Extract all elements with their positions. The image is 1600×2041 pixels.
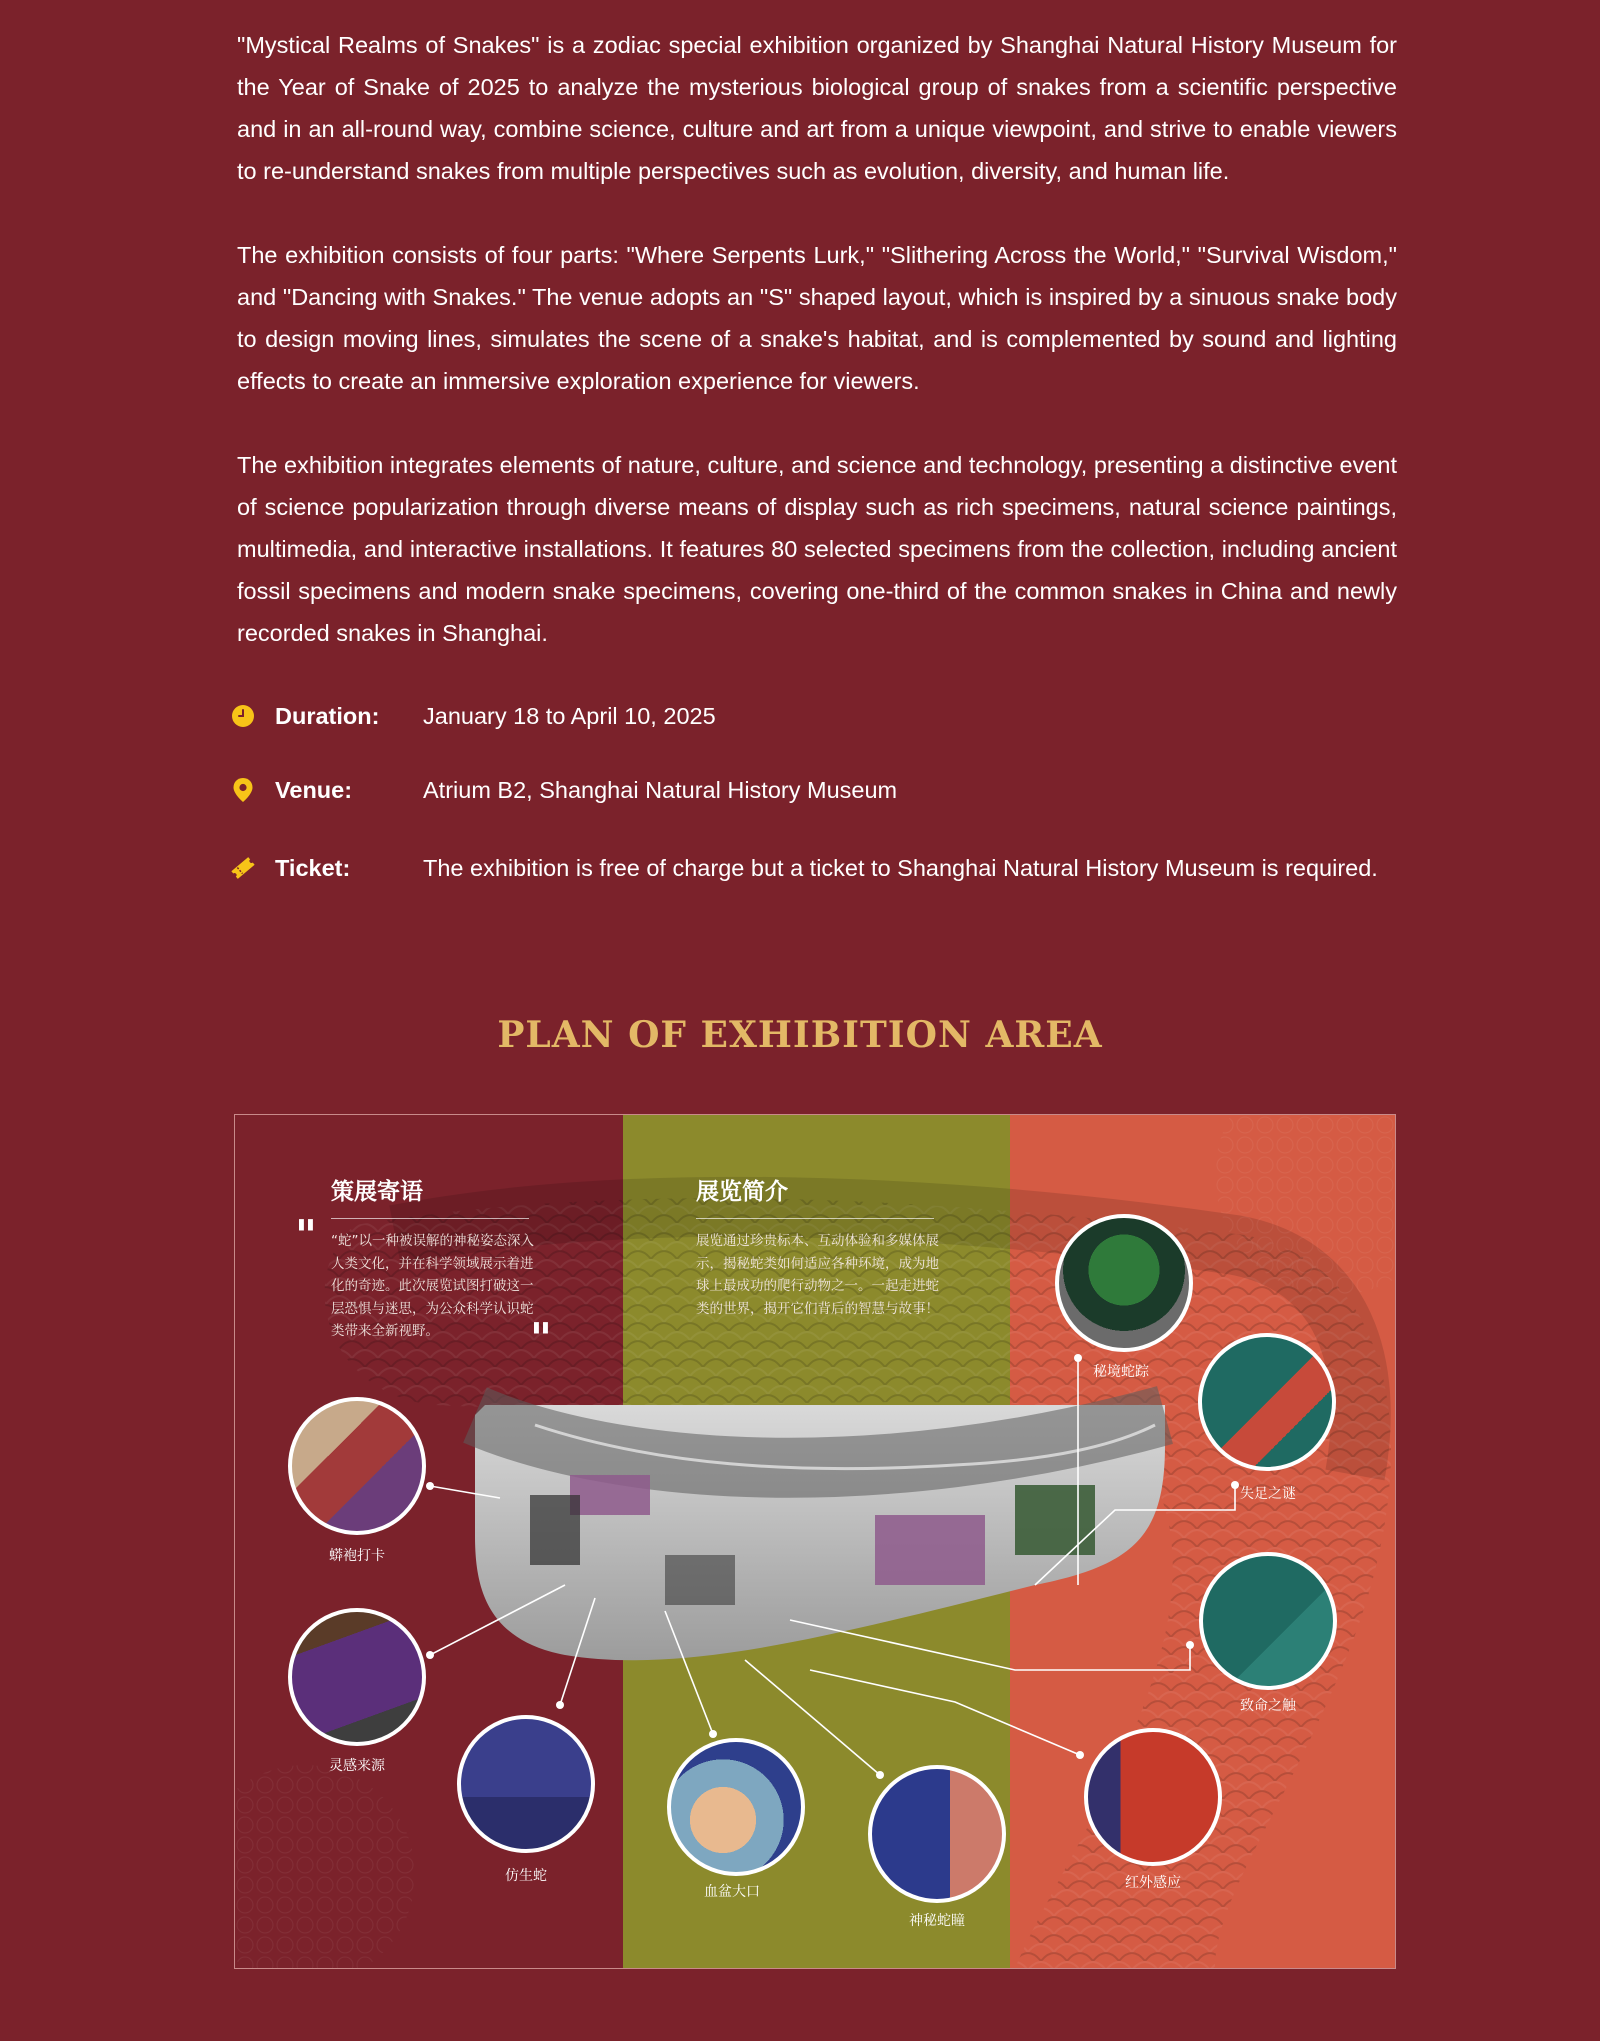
spot-photo-deadly-touch: [1199, 1552, 1337, 1690]
clock-icon: [230, 703, 256, 729]
duration-row: [230, 696, 1430, 736]
spot-caption-mangpao: 蟒袍打卡: [329, 1548, 385, 1564]
curator-divider: [331, 1218, 529, 1219]
duration-value: January 18 to April 10, 2025: [423, 702, 716, 729]
spot-caption-deadly-touch: 致命之触: [1240, 1698, 1296, 1714]
intro-paragraph-3: The exhibition integrates elements of nature, culture, and science and technology, presenting a distinctive event of science popularization through diverse means of display such as rich specimens, natural science paintings, multimedia, and interactive installations. It features 80 selected specimens from the collection, including ancient fossil specimens and modern snake specimens, covering one-third of the common snakes in China and newly recorded snakes in Shanghai.: [237, 452, 1397, 646]
intro-panel-text: 展览通过珍贵标本、互动体验和多媒体展示，揭秘蛇类如何适应各种环境，成为地球上最成功的爬行动物之一。一起走进蛇类的世界，揭开它们背后的智慧与故事！: [696, 1233, 939, 1317]
ticket-row: [230, 848, 1430, 888]
svg-text:": ": [530, 1314, 552, 1363]
curator-text: “蛇”以一种被误解的神秘姿态深入人类文化，并在科学领域展示着进化的奇迹。此次展览试图打破这一层恐惧与迷思，为公众科学认识蛇类带来全新视野。: [331, 1233, 534, 1339]
location-pin-icon: [230, 777, 256, 803]
venue-value: Atrium B2, Shanghai Natural History Museum: [423, 776, 898, 803]
intro-panel-divider: [696, 1218, 934, 1219]
spot-caption-footless: 失足之谜: [1240, 1486, 1296, 1502]
svg-text:": ": [295, 1211, 317, 1260]
spot-caption-inspiration: 灵感来源: [329, 1758, 385, 1774]
exhibition-plan-map: [234, 1114, 1396, 1969]
spot-photo-snake-eyes: [868, 1765, 1006, 1903]
venue-row: [230, 770, 1430, 810]
spot-caption-snake-eyes: 神秘蛇瞳: [909, 1913, 965, 1929]
spot-photo-inspiration: [288, 1608, 426, 1746]
spot-caption-infrared: 红外感应: [1125, 1875, 1181, 1891]
spot-photo-footless: [1198, 1333, 1336, 1471]
ticket-label: Ticket:: [275, 854, 351, 881]
ticket-icon: [230, 855, 256, 881]
duration-label: Duration:: [275, 702, 380, 729]
ticket-value: The exhibition is free of charge but a ticket to Shanghai Natural History Museum is required.: [423, 854, 1378, 881]
intro-text: [237, 24, 1397, 696]
plan-title: PLAN OF EXHIBITION AREA: [497, 1014, 1103, 1056]
intro-paragraph-2: The exhibition consists of four parts: "Where Serpents Lurk," "Slithering Across the World," "Survival Wisdom," and "Dancing with Snakes." The venue adopts an "S" shaped layout, which is inspired by a sinuous snake body to design moving lines, simulates the scene of a snake's habitat, and is complemented by sound and lighting effects to create an immersive exploration experience for viewers.: [237, 242, 1397, 394]
spot-photo-secret-realm: [1055, 1214, 1193, 1352]
spot-photo-gaping-mouth: [667, 1738, 805, 1876]
intro-paragraph-1: "Mystical Realms of Snakes" is a zodiac special exhibition organized by Shanghai Natural History Museum for the Year of Snake of 2025 to analyze the mysterious biological group of snakes from a scientific perspective and in an all-round way, combine science, culture and art from a unique viewpoint, and strive to enable viewers to re-understand snakes from multiple perspectives such as evolution, diversity, and human life.: [237, 32, 1397, 184]
spot-photo-mangpao: [288, 1397, 426, 1535]
curator-title: 策展寄语: [331, 1179, 423, 1205]
spot-caption-secret-realm: 秘境蛇踪: [1093, 1364, 1149, 1380]
venue-label: Venue:: [275, 776, 353, 803]
spot-caption-gaping-mouth: 血盆大口: [704, 1884, 760, 1900]
spot-caption-bionic-snake: 仿生蛇: [505, 1868, 547, 1884]
intro-panel-title: 展览简介: [696, 1179, 788, 1205]
spot-photo-infrared: [1084, 1728, 1222, 1866]
spot-photo-bionic-snake: [457, 1715, 595, 1853]
